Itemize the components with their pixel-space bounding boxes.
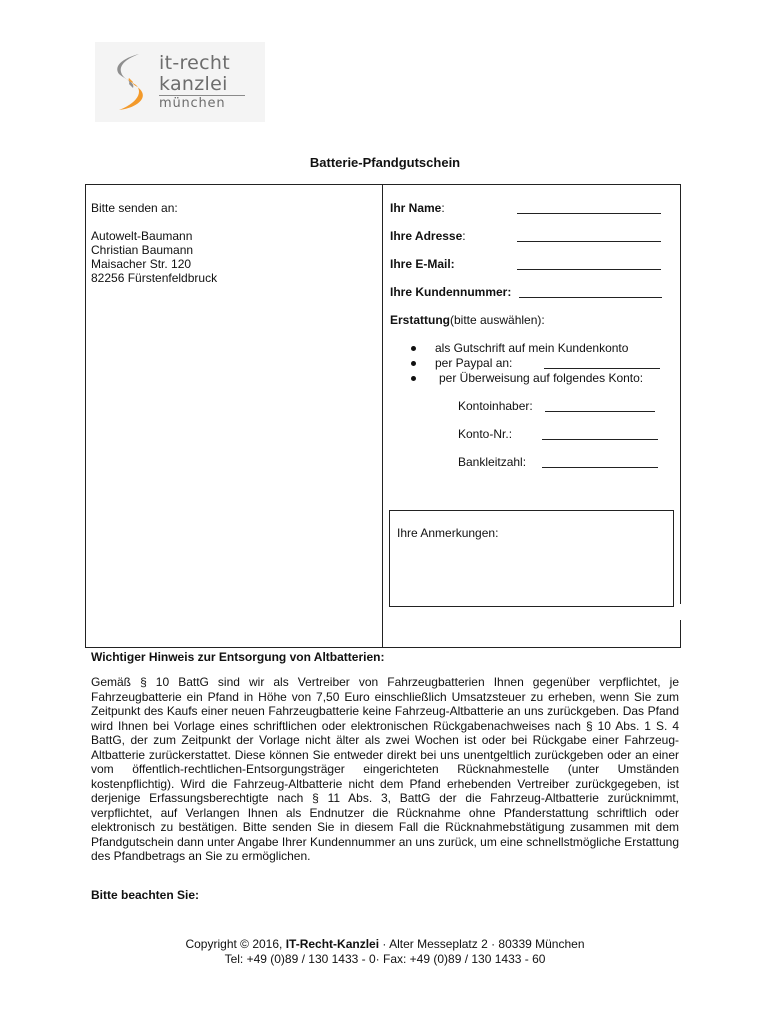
customer-number-input[interactable]: [519, 297, 662, 298]
form-left-border: [85, 184, 86, 648]
form-top-border: [85, 184, 681, 185]
please-note-heading: Bitte beachten Sie:: [91, 888, 200, 902]
logo-text-line3: münchen: [159, 96, 226, 111]
logo-mark-icon: [109, 52, 149, 112]
account-holder-input[interactable]: [545, 411, 655, 412]
account-number-input[interactable]: [542, 439, 658, 440]
form-right-border: [680, 184, 681, 604]
bullet-icon: [411, 346, 416, 351]
account-number-label: Konto-Nr.:: [458, 427, 513, 441]
footer-copyright: Copyright © 2016, IT-Recht-Kanzlei · Alter Messeplatz 2 · 80339 München: [185, 937, 585, 951]
email-label: Ihre E-Mail:: [390, 257, 455, 271]
form-column-divider: [382, 184, 383, 648]
email-input[interactable]: [517, 269, 661, 270]
refund-option-credit[interactable]: als Gutschrift auf mein Kundenkonto: [435, 341, 629, 355]
bullet-icon: [411, 376, 416, 381]
bullet-icon: [411, 361, 416, 366]
footer-contact: Tel: +49 (0)89 / 130 1433 - 0· Fax: +49 (0)89 / 130 1433 - 60: [224, 952, 546, 966]
customer-number-label: Ihre Kundennummer:: [390, 285, 512, 299]
bank-code-label: Bankleitzahl:: [458, 455, 527, 469]
company-logo: [95, 42, 265, 122]
remarks-textarea[interactable]: [389, 510, 674, 607]
logo-text-line2: kanzlei: [159, 73, 228, 95]
recipient-city: 82256 Fürstenfeldbruck: [91, 271, 218, 285]
notice-body: Gemäß § 10 BattG sind wir als Vertreiber von Fahrzeugbatterien Ihnen gegenüber verpflichtet, je Fahrzeugbatterie ein Pfand in Höhe von 7,50 Euro einschließlich Umsatzsteuer zu erheben, wenn Sie zum Zeitpunkt des Kaufs einer neuen Fahrzeugbatterie keine Fahrzeug-Altbatterie an uns zurückgeben. Das Pfand wird Ihnen bei Vorlage eines schriftlichen oder elektronischen Rückgabenachweises nach § 10 Abs. 1 S. 4 BattG, der zum Zeitpunkt der Vorlage nicht älter als zwei Wochen ist oder bei Rückgabe einer Fahrzeug-Altbatterie zurückerstattet. Diese können Sie entweder direkt bei uns unentgeltlich zurückgeben oder an einer vom öffentlich-rechtlichen-Entsorgungsträger eingerichteten Rücknahmestelle (unter Umständen kostenpflichtig). Wird die Fahrzeug-Altbatterie nicht dem Pfand erhebenden Vertreiber zurückgegeben, ist derjenige Erfassungsberechtigte nach § 11 Abs. 3, BattG der die Fahrzeug-Altbatterie zurücknimmt, verpflichtet, auf Verlangen Ihnen als Endnutzer die Rücknahme ohne Pfanderstattung schriftlich oder elektronisch zu bestätigen. Bitte senden Sie in diesem Fall die Rücknahmebstätigung zusammen mit dem Pfandgutschein dann unter Angabe Ihrer Kundennummer an uns zurück, um eine schnellstmögliche Erstattung des Pfandbetrags an Sie zu ermöglichen.: [91, 675, 679, 863]
bank-code-input[interactable]: [542, 467, 658, 468]
paypal-input[interactable]: [544, 368, 660, 369]
name-label: Ihr Name:: [390, 201, 445, 215]
address-input[interactable]: [517, 241, 661, 242]
recipient-company: Autowelt-Baumann: [91, 229, 193, 243]
logo-text-line1: it-recht: [159, 52, 231, 74]
form-right-border-lower: [680, 620, 681, 648]
name-input[interactable]: [517, 213, 661, 214]
recipient-street: Maisacher Str. 120: [91, 257, 192, 271]
form-bottom-border: [85, 647, 681, 648]
refund-option-transfer[interactable]: per Überweisung auf folgendes Konto:: [439, 371, 644, 385]
document-title: Batterie-Pfandgutschein: [309, 155, 461, 170]
account-holder-label: Kontoinhaber:: [458, 399, 533, 413]
refund-option-paypal[interactable]: per Paypal an:: [435, 356, 513, 370]
send-to-label: Bitte senden an:: [91, 201, 178, 215]
remarks-label: Ihre Anmerkungen:: [397, 526, 499, 540]
refund-label: Erstattung(bitte auswählen):: [390, 313, 545, 327]
recipient-person: Christian Baumann: [91, 243, 194, 257]
address-label: Ihre Adresse:: [390, 229, 466, 243]
notice-heading: Wichtiger Hinweis zur Entsorgung von Altbatterien:: [91, 650, 385, 664]
